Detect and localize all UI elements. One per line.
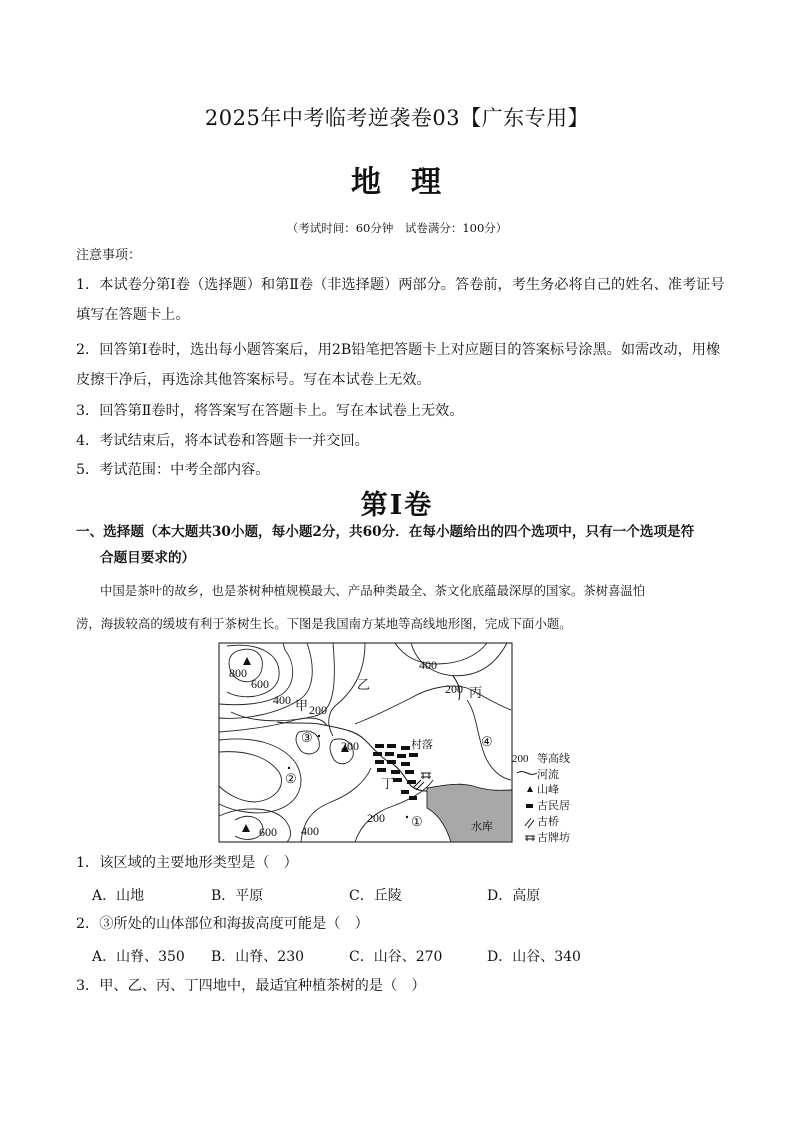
option: C．丘陵: [349, 888, 402, 904]
legend-label: 等高线: [537, 753, 570, 765]
peak-icon: [242, 824, 250, 832]
house-icon: [526, 804, 533, 808]
reservoir-label: 水库: [471, 821, 493, 833]
section-instruction: 合题目要求的）: [100, 550, 196, 566]
point-label: ①: [411, 814, 423, 829]
reservoir: [427, 784, 512, 842]
place-label-yi: 乙: [357, 677, 371, 692]
question-stem: 1．该区域的主要地形类型是（ ）: [76, 855, 298, 871]
option: D．山谷、340: [487, 949, 581, 965]
bridge-icon: [525, 818, 534, 828]
archway-icon: [525, 836, 535, 841]
notes-heading: 注意事项：: [76, 248, 142, 263]
peak-icon: [527, 786, 533, 792]
legend-label: 古牌坊: [537, 832, 570, 844]
contour-line: [219, 809, 291, 842]
place-label-ding: 丁: [381, 776, 395, 791]
question-stem: 2．③所处的山体部位和海拔高度可能是（ ）: [76, 916, 369, 932]
subject-char: 地: [351, 165, 383, 200]
option: A．山地: [92, 888, 145, 904]
point-label: ②: [285, 771, 297, 786]
contour-label: 600: [259, 825, 277, 839]
contour-label: 800: [229, 666, 247, 680]
contour-line: [355, 686, 511, 724]
village-houses: [373, 744, 418, 800]
option: D．高原: [487, 888, 541, 904]
legend-label: 古桥: [537, 816, 559, 828]
option: B．山脊、230: [211, 949, 305, 965]
contour-label: 200: [367, 811, 385, 825]
place-label-bing: 丙: [469, 685, 483, 700]
point-label: ③: [301, 730, 313, 745]
contour-label: 200: [341, 739, 359, 753]
exam-info: （考试时间：60分钟 试卷满分：100分）: [286, 221, 508, 235]
option: A．山脊、350: [92, 949, 185, 965]
section-title: 第Ⅰ卷: [360, 490, 434, 521]
contour-label: 200: [309, 703, 327, 717]
contour-map: [215, 640, 585, 845]
passage-text: 中国是茶叶的故乡，也是茶树种植规模最大、产品种类最全、茶文化底蕴最深厚的国家。茶树喜温怕: [100, 583, 646, 598]
note-line: 3．回答第Ⅱ卷时，将答案写在答题卡上。写在本试卷上无效。: [76, 403, 464, 419]
legend-label: 河流: [537, 769, 559, 781]
contour-label: 400: [419, 658, 437, 672]
page-title: 2025年中考临考逆袭卷03【广东专用】: [204, 106, 590, 130]
archway-icon: [421, 773, 431, 779]
question-stem: 3．甲、乙、丙、丁四地中，最适宜种植茶树的是（ ）: [76, 978, 426, 994]
note-line: 填写在答题卡上。: [76, 307, 190, 323]
legend-contour-value: 200: [512, 753, 529, 765]
peak-icon: [243, 657, 251, 665]
legend-label: 古民居: [537, 800, 570, 812]
village-label: 村落: [411, 739, 433, 751]
note-line: 皮擦干净后，再选涂其他答案标号。写在本试卷上无效。: [76, 372, 431, 388]
contour-label: 400: [301, 824, 319, 838]
subject-char: 理: [411, 165, 443, 200]
contour-line: [219, 752, 282, 802]
note-line: 1．本试卷分第Ⅰ卷（选择题）和第Ⅱ卷（非选择题）两部分。答卷前，考生务必将自己的姓名、准考证号: [76, 277, 725, 293]
map-legend: [512, 751, 570, 844]
contour-label: 200: [445, 682, 463, 696]
legend-label: 山峰: [537, 784, 559, 796]
section-instruction: 一、选择题（本大题共30小题，每小题2分，共60分．在每小题给出的四个选项中，只有一个选项是符: [76, 524, 695, 540]
contour-label: 600: [251, 677, 269, 691]
option: C．山谷、270: [349, 949, 443, 965]
note-line: 2．回答第Ⅰ卷时，选出每小题答案后，用2B铅笔把答题卡上对应题目的答案标号涂黑。如需改动，用橡: [76, 342, 721, 358]
point-label: ④: [481, 734, 493, 749]
note-line: 5．考试范围：中考全部内容。: [76, 462, 270, 478]
contour-label: 400: [273, 693, 291, 707]
option: B．平原: [211, 888, 264, 904]
passage-text: 涝，海拔较高的缓坡有利于茶树生长。下图是我国南方某地等高线地形图，完成下面小题。: [76, 616, 572, 631]
note-line: 4．考试结束后，将本试卷和答题卡一并交回。: [76, 433, 369, 449]
subject-title: [0, 157, 794, 201]
place-label-jia: 甲: [295, 698, 309, 713]
contour-line: [395, 643, 487, 664]
